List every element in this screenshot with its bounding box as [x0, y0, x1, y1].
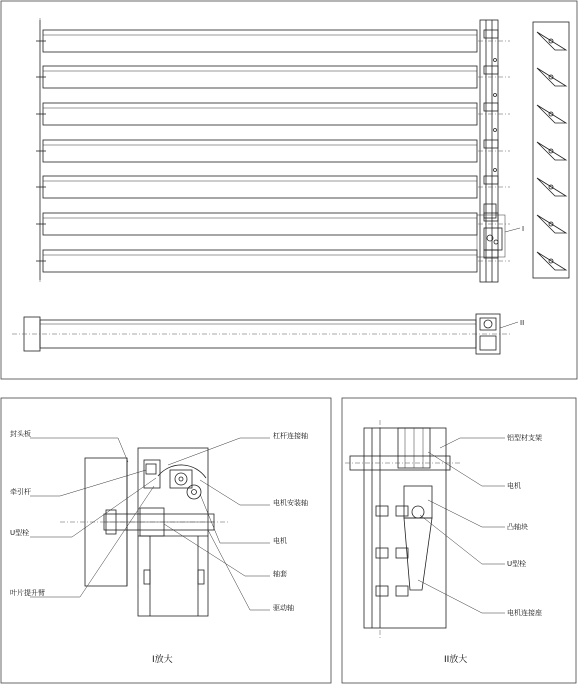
label-motor-I: 电机 — [273, 537, 287, 545]
label-shaft-sleeve: 轴套 — [273, 570, 287, 578]
louver-blade — [43, 103, 477, 125]
label-blade-lift-arm: 叶片提升臂 — [10, 589, 45, 597]
label-motor-base: 电机连接座 — [507, 609, 542, 617]
louver-blade — [43, 176, 477, 198]
side-section-view — [533, 22, 569, 278]
louver-blade — [43, 250, 477, 272]
blade-section-profile — [537, 32, 566, 270]
louver-blade — [43, 66, 477, 88]
label-u-bolt-I: U型栓 — [10, 529, 30, 537]
label-motor-mount-shaft: 电机安装轴 — [273, 499, 308, 507]
label-u-bolt-II: U型栓 — [507, 560, 527, 568]
callout-I-label: I — [522, 225, 525, 233]
label-end-plate: 封头板 — [10, 430, 31, 438]
label-drive-shaft: 驱动轴 — [273, 604, 294, 612]
label-convex-block: 凸轴块 — [507, 523, 528, 531]
detail-II-drawing — [345, 420, 460, 640]
louver-blade — [43, 140, 477, 162]
label-lever-shaft: 杠杆连接轴 — [273, 432, 308, 440]
caption-detail-I: I放大 — [152, 655, 173, 665]
plan-view — [12, 314, 524, 354]
caption-detail-II: II放大 — [444, 655, 468, 665]
louver-blade — [43, 213, 477, 235]
louver-blade — [43, 30, 477, 52]
label-motor-II: 电机 — [507, 482, 521, 490]
louver-blades — [36, 30, 477, 272]
label-frame-support: 铝型材支架 — [507, 434, 542, 442]
detail-I-drawing — [60, 448, 230, 616]
callout-II-label: II — [520, 319, 525, 327]
label-pull-rod: 牵引杆 — [10, 488, 31, 496]
